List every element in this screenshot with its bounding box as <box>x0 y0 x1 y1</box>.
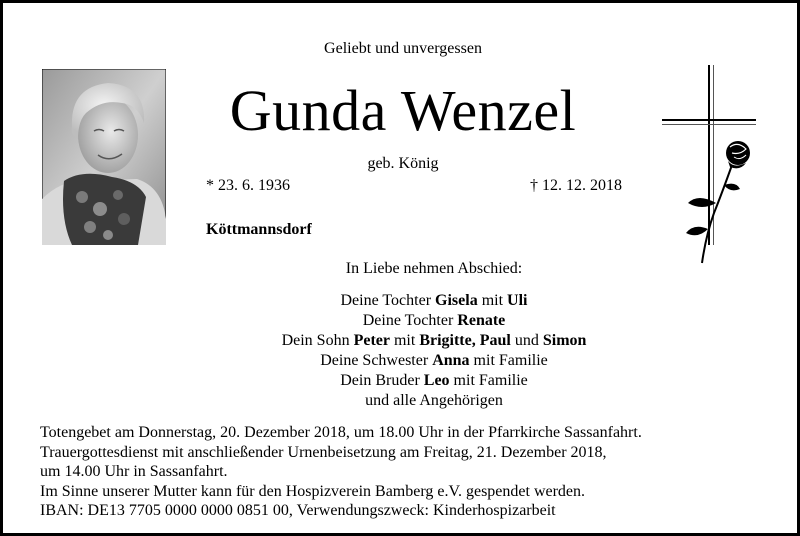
mourner-text: Deine Tochter <box>340 292 436 309</box>
mourner-name: Renate <box>457 312 506 329</box>
portrait-photo <box>42 69 166 245</box>
farewell-text: In Liebe nehmen Abschied: <box>345 260 523 277</box>
funeral-line: Totengebet am Donnerstag, 20. Dezember 2018, um 18.00 Uhr in der Pfarrkirche Sassanfahrt. <box>40 424 642 441</box>
mourner-name: Gisela <box>435 292 478 309</box>
mourner-text: mit Familie <box>449 372 528 389</box>
mourner-text: Deine Tochter <box>362 312 458 329</box>
mourner-line <box>3 391 800 411</box>
mourner-line <box>3 331 800 351</box>
mourner-name: Anna <box>432 352 470 369</box>
mourner-text: Dein Bruder <box>340 372 424 389</box>
mourner-text: mit <box>477 292 508 309</box>
mourner-name: Simon <box>542 332 587 349</box>
funeral-line: Im Sinne unserer Mutter kann für den Hospizverein Bamberg e.V. gespendet werden. <box>40 482 586 500</box>
mourner-line <box>3 311 800 331</box>
mourner-line <box>3 371 800 391</box>
mourner-name: Peter <box>353 332 390 349</box>
mourner-text: mit <box>389 332 420 349</box>
deceased-name: Gunda Wenzel <box>229 78 577 143</box>
funeral-line: IBAN: DE13 7705 0000 0000 0851 00, Verwendungszweck: Kinderhospizarbeit <box>40 502 556 519</box>
header-text: Geliebt und unvergessen <box>324 40 482 57</box>
birth-date: * 23. 6. 1936 <box>206 177 290 194</box>
mourner-line <box>3 351 800 371</box>
hometown: Köttmannsdorf <box>206 221 312 238</box>
birth-name: geb. König <box>367 155 439 172</box>
death-date: † 12. 12. 2018 <box>530 177 622 194</box>
mourner-text: und alle Angehörigen <box>365 392 503 409</box>
cross-with-rose-icon <box>654 63 764 273</box>
mourner-name: Brigitte, Paul <box>419 332 511 349</box>
mourner-text: Dein Sohn <box>281 332 354 349</box>
funeral-details <box>40 423 780 521</box>
life-dates <box>206 177 622 195</box>
mourner-name: Uli <box>507 292 528 309</box>
funeral-line: um 14.00 Uhr in Sassanfahrt. <box>40 463 228 480</box>
mourner-line <box>3 291 800 311</box>
mourner-text: Deine Schwester <box>320 352 433 369</box>
mourner-text: mit Familie <box>469 352 548 369</box>
funeral-line: Trauergottesdienst mit anschließender Urnenbeisetzung am Freitag, 21. Dezember 2018, <box>40 443 607 461</box>
mourner-name: Leo <box>423 372 450 389</box>
mourners-list <box>3 291 800 411</box>
mourner-text: und <box>510 332 543 349</box>
